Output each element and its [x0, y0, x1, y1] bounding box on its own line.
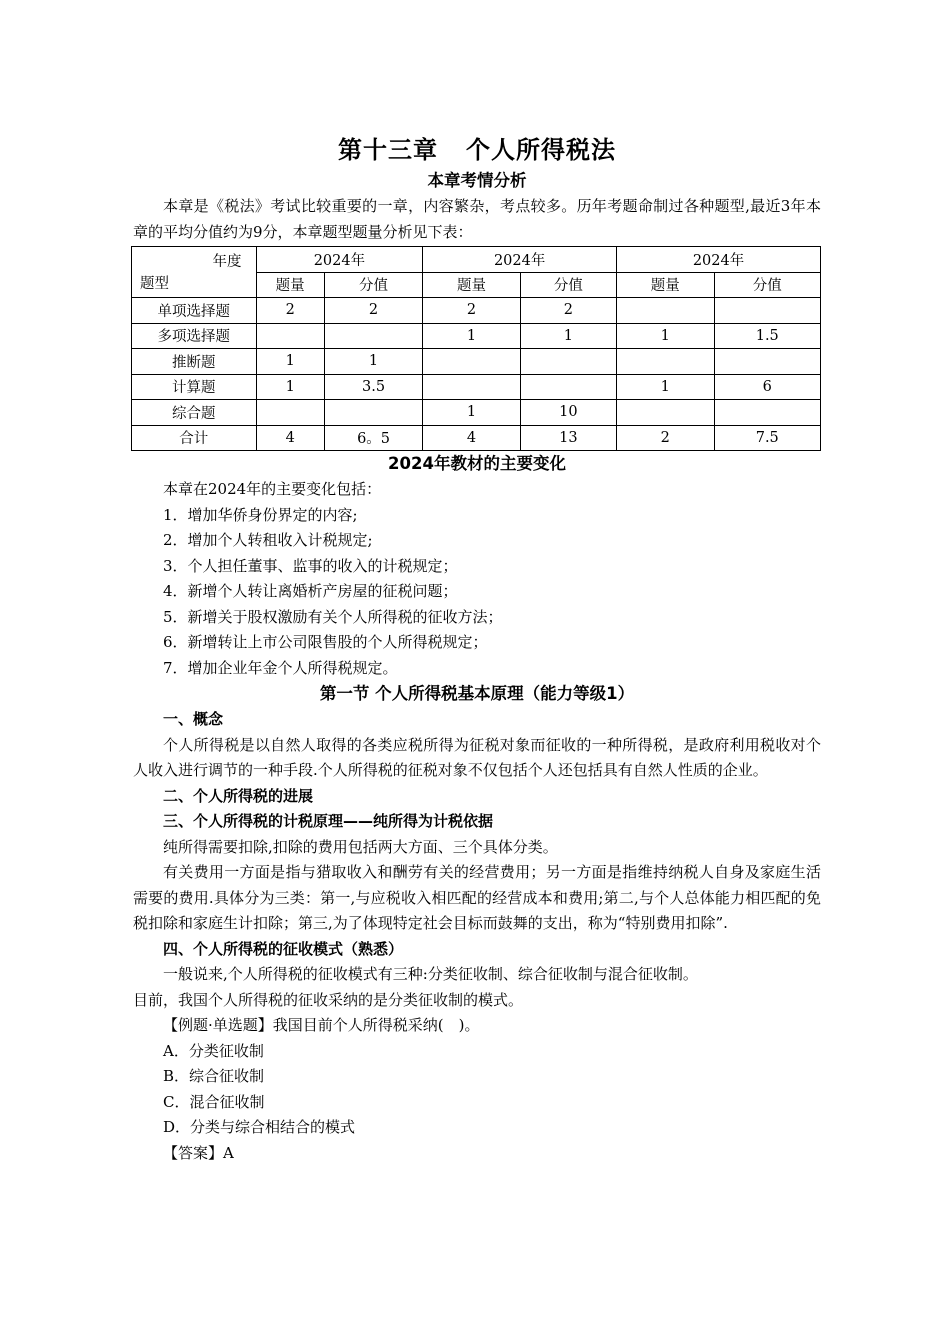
table-cell: 4 [256, 425, 324, 451]
table-cell: 1 [617, 323, 714, 349]
table-cell [520, 374, 616, 400]
table-cell: 3.5 [324, 374, 422, 400]
table-header-row [132, 247, 821, 273]
table-cell: 2 [256, 298, 324, 324]
table-cell [324, 400, 422, 426]
paragraph: 目前，我国个人所得税的征收采纳的是分类征收制的模式。 [133, 990, 524, 1009]
table-cell: 1 [617, 374, 714, 400]
year-header: 2024年 [423, 247, 617, 273]
heading-collection-mode: 四、个人所得税的征收模式（熟悉） [163, 939, 404, 958]
table-row [132, 323, 821, 349]
corner-type-label: 题型 [140, 276, 169, 292]
option-d: D．分类与综合相结合的模式 [163, 1118, 356, 1136]
table-cell: 13 [520, 425, 616, 451]
chapter-name: 个人所得税法 [466, 136, 616, 164]
row-type: 单项选择题 [132, 298, 257, 324]
list-item: 6．新增转让上市公司限售股的个人所得税规定； [163, 633, 488, 651]
example-question: 【例题·单选题】我国目前个人所得税采纳( )。 [163, 1016, 480, 1034]
table-cell: 1.5 [714, 323, 821, 349]
paragraph: 纯所得需要扣除,扣除的费用包括两大方面、三个具体分类。 [163, 837, 558, 856]
row-type: 合计 [132, 425, 257, 451]
option-c: C．混合征收制 [163, 1092, 265, 1111]
table-cell [617, 349, 714, 375]
exam-analysis-table [131, 246, 821, 451]
table-cell: 2 [520, 298, 616, 324]
table-cell: 4 [423, 425, 520, 451]
list-item: 1．增加华侨身份界定的内容; [163, 505, 358, 524]
table-cell [324, 323, 422, 349]
table-cell [423, 374, 520, 400]
table-body [132, 298, 821, 451]
section-title: 第一节 个人所得税基本原理（能力等级1） [319, 684, 635, 703]
sub-header: 分值 [714, 272, 821, 298]
table-row [132, 298, 821, 324]
option-b: B．综合征收制 [163, 1067, 265, 1085]
table-cell: 6。5 [324, 425, 422, 451]
table-row [132, 425, 821, 451]
table-cell: 1 [520, 323, 616, 349]
table-cell: 6 [714, 374, 821, 400]
table-cell [520, 349, 616, 375]
sub-header: 题量 [617, 272, 714, 298]
analysis-intro: 本章是《税法》考试比较重要的一章，内容繁杂，考点较多。历年考题命制过各种题型,最近3年本章的平均分值约为9分，本章题型题量分析见下表： [133, 197, 821, 241]
paragraph: 个人所得税是以自然人取得的各类应税所得为征税对象而征收的一种所得税，是政府利用税收对个人收入进行调节的一种手段.个人所得税的征税对象不仅包括个人还包括具有自然人性质的企业。 [133, 735, 821, 779]
table-cell [714, 400, 821, 426]
table-cell [256, 400, 324, 426]
row-type: 推断题 [132, 349, 257, 375]
table-cell [617, 400, 714, 426]
year-header: 2024年 [256, 247, 423, 273]
sub-header: 题量 [423, 272, 520, 298]
heading-principle: 三、个人所得税的计税原理——纯所得为计税依据 [163, 812, 494, 830]
table-cell [714, 349, 821, 375]
table-row [132, 374, 821, 400]
list-item: 7．增加企业年金个人所得税规定。 [163, 658, 398, 677]
table-cell [256, 323, 324, 349]
year-header: 2024年 [617, 247, 821, 273]
heading-concept: 一、概念 [163, 710, 224, 728]
chapter-title [133, 132, 821, 168]
table-cell: 1 [423, 323, 520, 349]
row-type: 计算题 [132, 374, 257, 400]
analysis-title: 本章考情分析 [427, 171, 527, 190]
answer: 【答案】A [163, 1143, 234, 1162]
table-cell: 2 [617, 425, 714, 451]
table-cell: 7.5 [714, 425, 821, 451]
row-type: 综合题 [132, 400, 257, 426]
list-item: 5．新增关于股权激励有关个人所得税的征收方法； [163, 607, 503, 626]
table-cell: 1 [256, 374, 324, 400]
table-corner-cell [132, 247, 257, 298]
list-item: 2．增加个人转租收入计税规定; [163, 531, 373, 549]
sub-header: 分值 [520, 272, 616, 298]
table-cell: 10 [520, 400, 616, 426]
changes-intro: 本章在2024年的主要变化包括： [163, 480, 382, 498]
row-type: 多项选择题 [132, 323, 257, 349]
list-item: 4．新增个人转让离婚析产房屋的征税问题； [163, 582, 458, 600]
paragraph: 一般说来,个人所得税的征收模式有三种:分类征收制、综合征收制与混合征收制。 [163, 965, 698, 983]
heading-development: 二、个人所得税的进展 [163, 786, 314, 805]
document-content [133, 132, 821, 1166]
table-cell [617, 298, 714, 324]
table-cell: 2 [324, 298, 422, 324]
chapter-number: 第十三章 [338, 136, 438, 164]
sub-header: 题量 [256, 272, 324, 298]
table-cell: 1 [324, 349, 422, 375]
table-cell: 1 [256, 349, 324, 375]
list-item: 3．个人担任董事、监事的收入的计税规定； [163, 556, 458, 575]
table-cell [714, 298, 821, 324]
table-row [132, 349, 821, 375]
corner-year-label: 年度 [212, 254, 242, 270]
table-row [132, 400, 821, 426]
changes-title: 2024年教材的主要变化 [388, 454, 566, 473]
table-cell: 2 [423, 298, 520, 324]
table-cell [423, 349, 520, 375]
sub-header: 分值 [324, 272, 422, 298]
table-cell: 1 [423, 400, 520, 426]
paragraph: 有关费用一方面是指与猎取收入和酬劳有关的经营费用；另一方面是指维持纳税人自身及家庭生活需要的费用.具体分为三类：第一,与应税收入相匹配的经营成本和费用;第二,与个人总体能力相匹配的免税扣除和家庭生计扣除；第三,为了体现特定社会目标而鼓舞的支出，称为“特别费用扣除”. [133, 863, 821, 932]
option-a: A．分类征收制 [163, 1041, 264, 1060]
